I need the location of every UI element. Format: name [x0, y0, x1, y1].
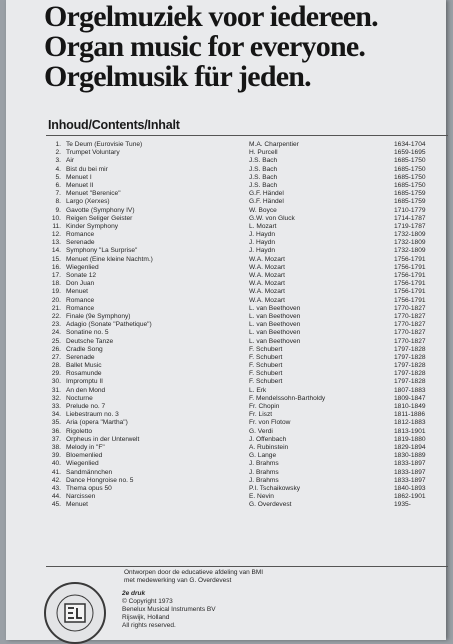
- entry-composer: J. Brahms: [249, 460, 279, 468]
- entry-composer: E. Nevin: [249, 493, 274, 501]
- edition-label: 2e druk: [122, 590, 146, 597]
- entry-composer: F. Schubert: [249, 378, 283, 386]
- contents-row: [44, 231, 448, 239]
- publisher-info: [122, 590, 216, 630]
- contents-list: [44, 141, 448, 509]
- entry-number: 19.: [51, 288, 61, 296]
- entry-years: 1714-1787: [394, 214, 426, 222]
- entry-years: 1862-1901: [394, 493, 426, 501]
- entry-number: 23.: [51, 321, 61, 329]
- entry-number: 17.: [51, 272, 61, 279]
- entry-years: 1770-1827: [394, 337, 426, 345]
- entry-composer: H. Purcell: [249, 149, 278, 157]
- entry-composer: Fr. Chopin: [249, 403, 280, 410]
- entry-title: Menuet (Eine kleine Nachtm.): [66, 255, 153, 263]
- entry-number: 30.: [51, 378, 61, 386]
- entry-years: 1719-1787: [394, 222, 426, 230]
- entry-composer: J. Brahms: [249, 476, 279, 484]
- entry-years: 1812-1883: [394, 419, 426, 427]
- entry-years: 1685-1750: [394, 173, 426, 181]
- entry-composer: J. Offenbach: [249, 435, 287, 443]
- entry-number: 38.: [51, 443, 61, 451]
- entry-title: Romance: [66, 304, 95, 312]
- contents-row: [44, 215, 448, 223]
- entry-title: Thema opus 50: [66, 484, 112, 492]
- entry-years: 1797-1828: [394, 345, 426, 353]
- contents-row: [44, 411, 448, 419]
- entry-number: 27.: [51, 353, 61, 361]
- entry-composer: G. Lange: [249, 452, 277, 460]
- entry-title: Wiegenlied: [66, 263, 99, 271]
- credit-text: [124, 569, 263, 585]
- entry-number: 16.: [51, 263, 61, 271]
- entry-composer: W.A. Mozart: [249, 296, 285, 304]
- entry-number: 10.: [51, 214, 61, 222]
- contents-row: [44, 313, 448, 321]
- contents-row: [44, 428, 448, 436]
- entry-number: 5.: [55, 173, 61, 181]
- entry-number: 6.: [55, 181, 61, 189]
- contents-row: [44, 223, 448, 231]
- entry-composer: W. Boyce: [249, 206, 277, 214]
- entry-years: 1833-1897: [394, 468, 426, 476]
- entry-title: Bloemenlied: [66, 452, 103, 460]
- entry-years: 1770-1827: [394, 312, 426, 320]
- entry-number: 22.: [51, 312, 61, 320]
- contents-row: [44, 501, 448, 509]
- entry-composer: A. Rubinstein: [249, 443, 289, 451]
- entry-years: 1685-1759: [394, 190, 426, 198]
- entry-composer: J.S. Bach: [249, 173, 278, 181]
- entry-years: 1807-1883: [394, 386, 426, 394]
- entry-composer: J.S. Bach: [249, 165, 278, 173]
- entry-title: Romance: [66, 296, 95, 304]
- entry-title: Rosamunde: [66, 370, 102, 378]
- entry-title: Menuet I: [66, 173, 92, 181]
- contents-row: [44, 436, 448, 444]
- entry-number: 3.: [55, 157, 61, 165]
- entry-title: Cradle Song: [66, 345, 103, 353]
- title-dutch: Orgelmuziek voor iedereen.: [44, 0, 378, 33]
- entry-composer: W.A. Mozart: [249, 263, 285, 271]
- entry-number: 15.: [51, 255, 61, 263]
- entry-title: An den Mond: [66, 386, 106, 394]
- contents-row: [44, 174, 448, 182]
- entry-composer: F. Mendelssohn-Bartholdy: [249, 394, 326, 402]
- entry-title: Reigen Seliger Geister: [66, 214, 133, 222]
- contents-row: [44, 247, 448, 255]
- entry-title: Nocturne: [66, 394, 93, 402]
- entry-years: 1809-1847: [394, 394, 426, 402]
- contents-row: [44, 182, 448, 190]
- entry-years: 1659-1695: [394, 149, 426, 157]
- entry-number: 35.: [51, 419, 61, 427]
- credit-line: met medewerking van G. Overdevest: [124, 577, 232, 584]
- entry-number: 37.: [51, 435, 61, 443]
- contents-heading: Inhoud/Contents/Inhalt: [48, 118, 180, 132]
- entry-composer: J.S. Bach: [249, 181, 278, 189]
- contents-row: [44, 321, 448, 329]
- entry-years: 1685-1750: [394, 165, 426, 173]
- contents-row: [44, 452, 448, 460]
- entry-composer: L. Erk: [249, 386, 267, 394]
- credit-line: Ontworpen door de educatieve afdeling van BMI: [124, 569, 264, 576]
- entry-title: Ballet Music: [66, 362, 102, 370]
- entry-title: Gavotte (Symphony IV): [66, 206, 135, 214]
- entry-years: 1756-1791: [394, 272, 426, 279]
- entry-title: Don Juan: [66, 280, 95, 288]
- entry-years: 1819-1880: [394, 435, 426, 443]
- entry-composer: J.S. Bach: [249, 157, 278, 165]
- entry-years: 1829-1894: [394, 443, 426, 451]
- publisher-location: Rijswijk, Holland: [122, 614, 170, 621]
- title-english: Organ music for everyone.: [44, 30, 366, 63]
- entry-years: 1830-1889: [394, 452, 426, 460]
- entry-composer: F. Schubert: [249, 345, 283, 353]
- entry-composer: G.F. Händel: [249, 190, 284, 198]
- entry-title: Prelude no. 7: [66, 403, 106, 410]
- entry-composer: G.W. von Gluck: [249, 214, 295, 222]
- entry-title: Aria (opera "Martha"): [66, 419, 128, 427]
- contents-row: [44, 157, 448, 165]
- contents-row: [44, 387, 448, 395]
- contents-row: [44, 272, 448, 280]
- footer-divider: [46, 566, 448, 567]
- entry-title: Wiegenlied: [66, 460, 99, 468]
- contents-row: [44, 264, 448, 272]
- contents-row: [44, 403, 448, 411]
- contents-row: [44, 280, 448, 288]
- contents-row: [44, 469, 448, 477]
- contents-row: [44, 305, 448, 313]
- entry-title: Impromptu II: [66, 378, 104, 386]
- entry-title: Narcissen: [66, 493, 96, 501]
- entry-years: 1770-1827: [394, 304, 426, 312]
- entry-composer: Fr. von Flotow: [249, 419, 291, 427]
- entry-years: 1685-1750: [394, 181, 426, 189]
- entry-title: Bist du bei mir: [66, 165, 108, 173]
- entry-number: 7.: [55, 190, 61, 198]
- contents-row: [44, 346, 448, 354]
- entry-number: 34.: [51, 411, 61, 419]
- contents-row: [44, 362, 448, 370]
- entry-years: 1770-1827: [394, 329, 426, 337]
- entry-composer: W.A. Mozart: [249, 288, 285, 296]
- contents-row: [44, 329, 448, 337]
- entry-title: Melody in "F": [66, 443, 105, 451]
- entry-composer: G. Overdevest: [249, 501, 292, 509]
- title-german: Orgelmusik für jeden.: [44, 60, 311, 93]
- entry-title: Menuet "Berenice": [66, 190, 121, 198]
- entry-number: 39.: [51, 452, 61, 460]
- entry-title: Sonate 12: [66, 272, 97, 279]
- entry-years: 1813-1901: [394, 427, 426, 435]
- entry-number: 41.: [51, 468, 61, 476]
- contents-row: [44, 256, 448, 264]
- entry-composer: F. Schubert: [249, 370, 283, 378]
- entry-years: 1756-1791: [394, 288, 426, 296]
- entry-title: Finale (9e Symphony): [66, 312, 131, 320]
- entry-years: 1756-1791: [394, 296, 426, 304]
- contents-row: [44, 190, 448, 198]
- entry-title: Menuet II: [66, 181, 94, 189]
- entry-years: 1833-1897: [394, 460, 426, 468]
- contents-row: [44, 198, 448, 206]
- entry-composer: L. van Beethoven: [249, 321, 301, 329]
- entry-title: Serenade: [66, 239, 95, 247]
- entry-title: Liebestraum no. 3: [66, 411, 119, 419]
- entry-composer: J. Haydn: [249, 231, 276, 239]
- contents-row: [44, 370, 448, 378]
- entry-title: Adagio (Sonate "Pathetique"): [66, 321, 152, 329]
- entry-number: 1.: [55, 141, 61, 148]
- entry-years: 1797-1828: [394, 370, 426, 378]
- entry-number: 45.: [51, 501, 61, 509]
- entry-composer: M.A. Charpentier: [249, 141, 299, 148]
- entry-composer: P.I. Tschaikowsky: [249, 484, 301, 492]
- entry-years: 1685-1759: [394, 198, 426, 206]
- rights-line: All rights reserved.: [122, 622, 176, 629]
- entry-title: Te Deum (Eurovisie Tune): [66, 141, 143, 148]
- entry-composer: G. Verdi: [249, 427, 273, 435]
- copyright-line: © Copyright 1973: [122, 598, 173, 605]
- entry-number: 36.: [51, 427, 61, 435]
- entry-number: 26.: [51, 345, 61, 353]
- entry-number: 4.: [55, 165, 61, 173]
- contents-row: [44, 444, 448, 452]
- entry-composer: J. Haydn: [249, 239, 276, 247]
- entry-title: Trumpet Voluntary: [66, 149, 120, 157]
- entry-years: 1797-1828: [394, 353, 426, 361]
- entry-composer: F. Schubert: [249, 353, 283, 361]
- entry-years: 1732-1809: [394, 247, 426, 255]
- entry-composer: L. Mozart: [249, 222, 277, 230]
- entry-title: Kinder Symphony: [66, 222, 119, 230]
- entry-composer: L. van Beethoven: [249, 312, 301, 320]
- entry-composer: Fr. Liszt: [249, 411, 273, 419]
- entry-composer: L. van Beethoven: [249, 304, 301, 312]
- entry-composer: L. van Beethoven: [249, 337, 301, 345]
- entry-number: 29.: [51, 370, 61, 378]
- entry-title: Largo (Xerxes): [66, 198, 110, 206]
- booklet-page: [6, 0, 446, 640]
- entry-composer: L. van Beethoven: [249, 329, 301, 337]
- contents-row: [44, 485, 448, 493]
- entry-number: 28.: [51, 362, 61, 370]
- entry-number: 33.: [51, 403, 61, 410]
- entry-number: 9.: [55, 206, 61, 214]
- entry-years: 1797-1828: [394, 378, 426, 386]
- entry-composer: W.A. Mozart: [249, 255, 285, 263]
- entry-number: 43.: [51, 484, 61, 492]
- entry-title: Orpheus in der Unterwelt: [66, 435, 140, 443]
- entry-years: 1756-1791: [394, 263, 426, 271]
- contents-row: [44, 141, 448, 149]
- entry-years: 1770-1827: [394, 321, 426, 329]
- entry-number: 14.: [51, 247, 61, 255]
- entry-title: Sandmännchen: [66, 468, 113, 476]
- entry-years: 1732-1809: [394, 239, 426, 247]
- contents-row: [44, 354, 448, 362]
- educa-edition-logo: [44, 582, 106, 644]
- entry-number: 31.: [51, 386, 61, 394]
- entry-title: Serenade: [66, 353, 95, 361]
- contents-row: [44, 395, 448, 403]
- entry-composer: J. Haydn: [249, 247, 276, 255]
- entry-composer: J. Brahms: [249, 468, 279, 476]
- contents-row: [44, 419, 448, 427]
- contents-row: [44, 149, 448, 157]
- entry-years: 1756-1791: [394, 280, 426, 288]
- entry-title: Symphony "La Surprise": [66, 247, 138, 255]
- entry-years: 1811-1886: [394, 411, 426, 419]
- contents-row: [44, 288, 448, 296]
- entry-years: 1833-1897: [394, 476, 426, 484]
- entry-title: Air: [66, 157, 75, 165]
- entry-years: 1797-1828: [394, 362, 426, 370]
- entry-title: Menuet: [66, 501, 88, 509]
- entry-composer: F. Schubert: [249, 362, 283, 370]
- entry-title: Rigoletto: [66, 427, 93, 435]
- entry-title: Deutsche Tanze: [66, 337, 114, 345]
- entry-number: 40.: [51, 460, 61, 468]
- contents-row: [44, 338, 448, 346]
- publisher-name: Benelux Musical Instruments BV: [122, 606, 216, 613]
- contents-row: [44, 477, 448, 485]
- entry-composer: W.A. Mozart: [249, 272, 285, 279]
- entry-years: 1810-1849: [394, 403, 426, 410]
- entry-number: 42.: [51, 476, 61, 484]
- contents-row: [44, 166, 448, 174]
- entry-years: 1840-1893: [394, 484, 426, 492]
- entry-title: Sonatine no. 5: [66, 329, 109, 337]
- entry-years: 1756-1791: [394, 255, 426, 263]
- entry-number: 32.: [51, 394, 61, 402]
- entry-number: 13.: [51, 239, 61, 247]
- entry-number: 21.: [51, 304, 61, 312]
- contents-row: [44, 207, 448, 215]
- entry-years: 1710-1779: [394, 206, 426, 214]
- entry-number: 8.: [55, 198, 61, 206]
- heading-divider: [46, 135, 448, 136]
- entry-years: 1685-1750: [394, 157, 426, 165]
- entry-number: 11.: [52, 222, 61, 230]
- entry-composer: G.F. Händel: [249, 198, 284, 206]
- entry-number: 24.: [51, 329, 61, 337]
- contents-row: [44, 460, 448, 468]
- entry-years: 1732-1809: [394, 231, 426, 239]
- entry-title: Romance: [66, 231, 95, 239]
- entry-number: 44.: [51, 493, 61, 501]
- entry-title: Menuet: [66, 288, 88, 296]
- entry-title: Dance Hongroise no. 5: [66, 476, 134, 484]
- contents-row: [44, 297, 448, 305]
- contents-row: [44, 239, 448, 247]
- entry-number: 18.: [51, 280, 61, 288]
- entry-years: 1634-1704: [394, 141, 426, 148]
- entry-number: 25.: [51, 337, 61, 345]
- contents-row: [44, 378, 448, 386]
- entry-years: 1935-: [394, 501, 411, 509]
- entry-number: 20.: [51, 296, 61, 304]
- contents-row: [44, 493, 448, 501]
- entry-number: 12.: [51, 231, 61, 239]
- entry-number: 2.: [55, 149, 61, 157]
- educa-logo-icon: [48, 586, 102, 640]
- title-block: [44, 2, 378, 92]
- entry-composer: W.A. Mozart: [249, 280, 285, 288]
